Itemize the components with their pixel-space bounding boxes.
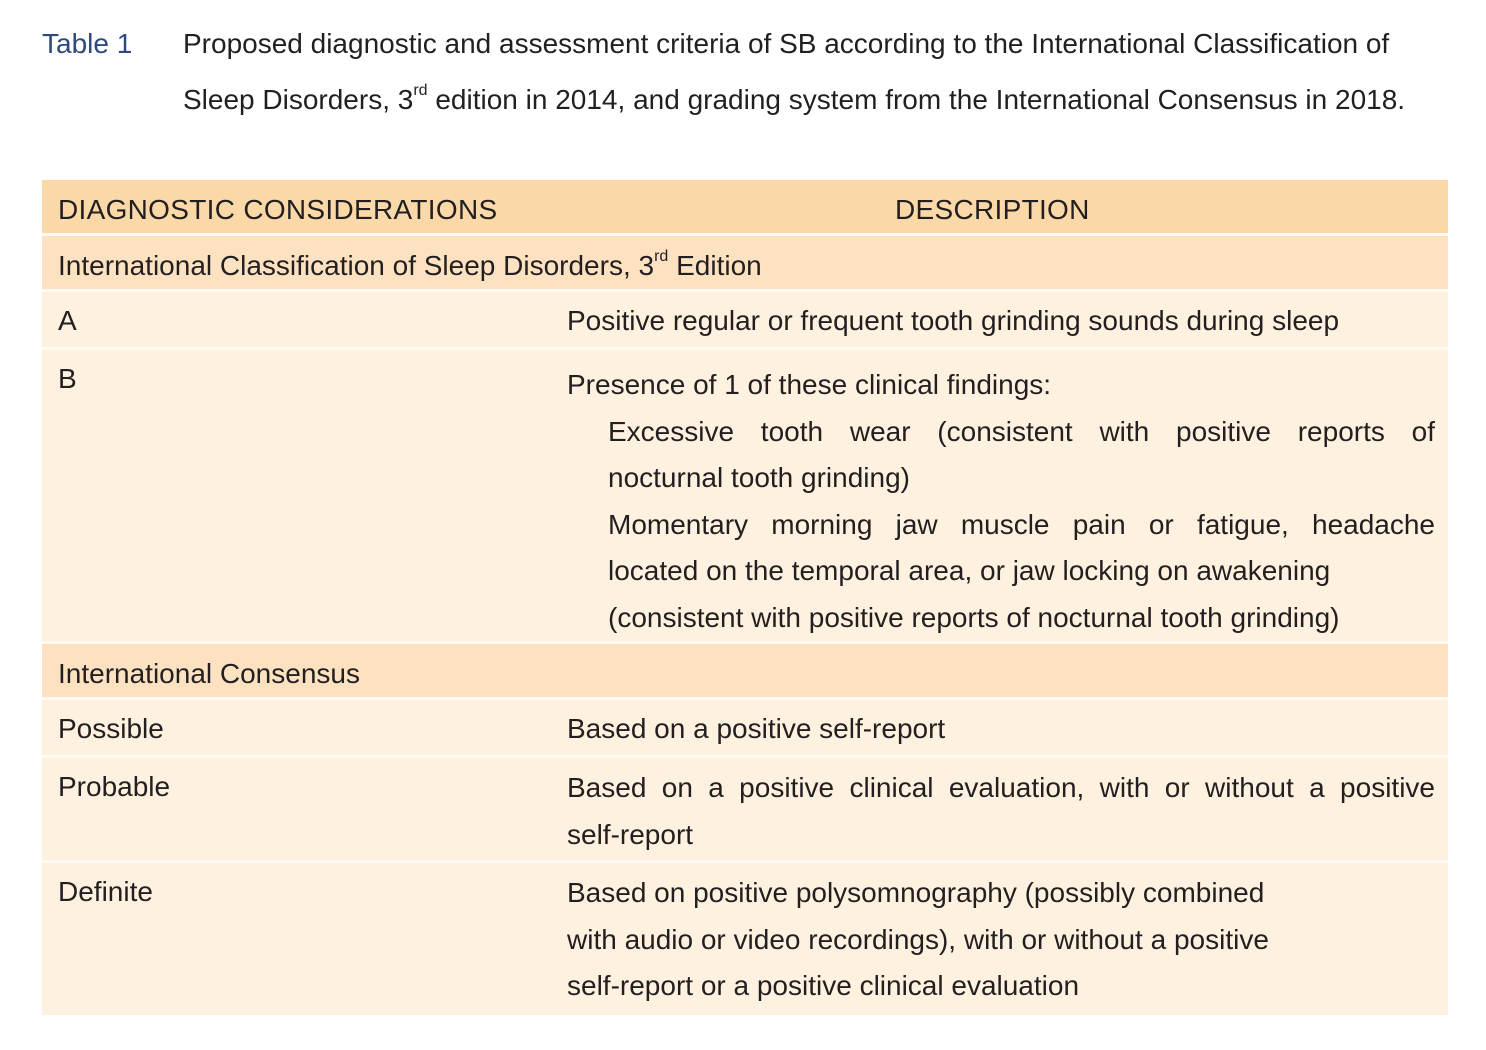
description-cell [567,362,1435,641]
section-title-part2: Edition [668,250,762,281]
consideration-cell: Definite [58,876,153,907]
consideration-cell: Probable [58,771,171,802]
description-line: Based on positive polysomnography (possibly combined [567,877,1265,908]
section-title-icsd [58,236,762,296]
description-line: Based on a positive clinical evaluation, with or without a positive [567,772,1435,803]
description-line: with audio or video recordings), with or without a positive [567,923,1269,955]
column-header-considerations: DIAGNOSTIC CONSIDERATIONS [58,194,498,225]
consideration-cell: A [58,305,77,336]
description-line: located on the temporal area, or jaw locking on awakening [608,555,1331,586]
consideration-cell: B [58,363,77,394]
criteria-table [42,180,1448,1015]
caption-text [183,16,1453,128]
table-row-probable [42,758,1448,863]
description-cell: Based on a positive self-report [567,713,946,744]
table-row-definite [42,863,1448,1015]
table-row-a [42,292,1448,350]
caption-superscript: rd [413,81,428,99]
caption-text-part2: edition in 2014, and grading system from the International Consensus in 2018. [427,84,1406,115]
table-row-possible [42,700,1448,758]
description-cell [567,765,1435,858]
caption-text-part1: Proposed diagnostic and assessment criteria of SB according to the International Classification of Sleep Disorders, 3 [183,28,1390,115]
description-line: Excessive tooth wear (consistent with positive reports of [608,415,1435,447]
table-header-row [42,180,1448,236]
description-line: nocturnal tooth grinding) [608,462,910,493]
section-header-icsd [42,236,1448,292]
section-title-part1: International Classification of Sleep Disorders, 3 [58,250,655,281]
table-row-b [42,350,1448,644]
description-cell: Positive regular or frequent tooth grinding sounds during sleep [567,305,1340,336]
description-line: (consistent with positive reports of nocturnal tooth grinding) [608,601,1340,633]
section-title-consensus: International Consensus [58,658,360,689]
table-label: Table 1 [42,28,133,59]
section-header-consensus [42,644,1448,700]
consideration-cell: Possible [58,713,164,744]
column-header-description: DESCRIPTION [895,194,1090,225]
section-title-superscript: rd [654,247,669,265]
description-line: Presence of 1 of these clinical findings: [567,369,1052,400]
description-line: Momentary morning jaw muscle pain or fatigue, headache [608,508,1435,540]
description-line: self-report or a positive clinical evaluation [567,970,1080,1001]
description-cell [567,870,1435,1010]
description-line: self-report [567,818,694,850]
